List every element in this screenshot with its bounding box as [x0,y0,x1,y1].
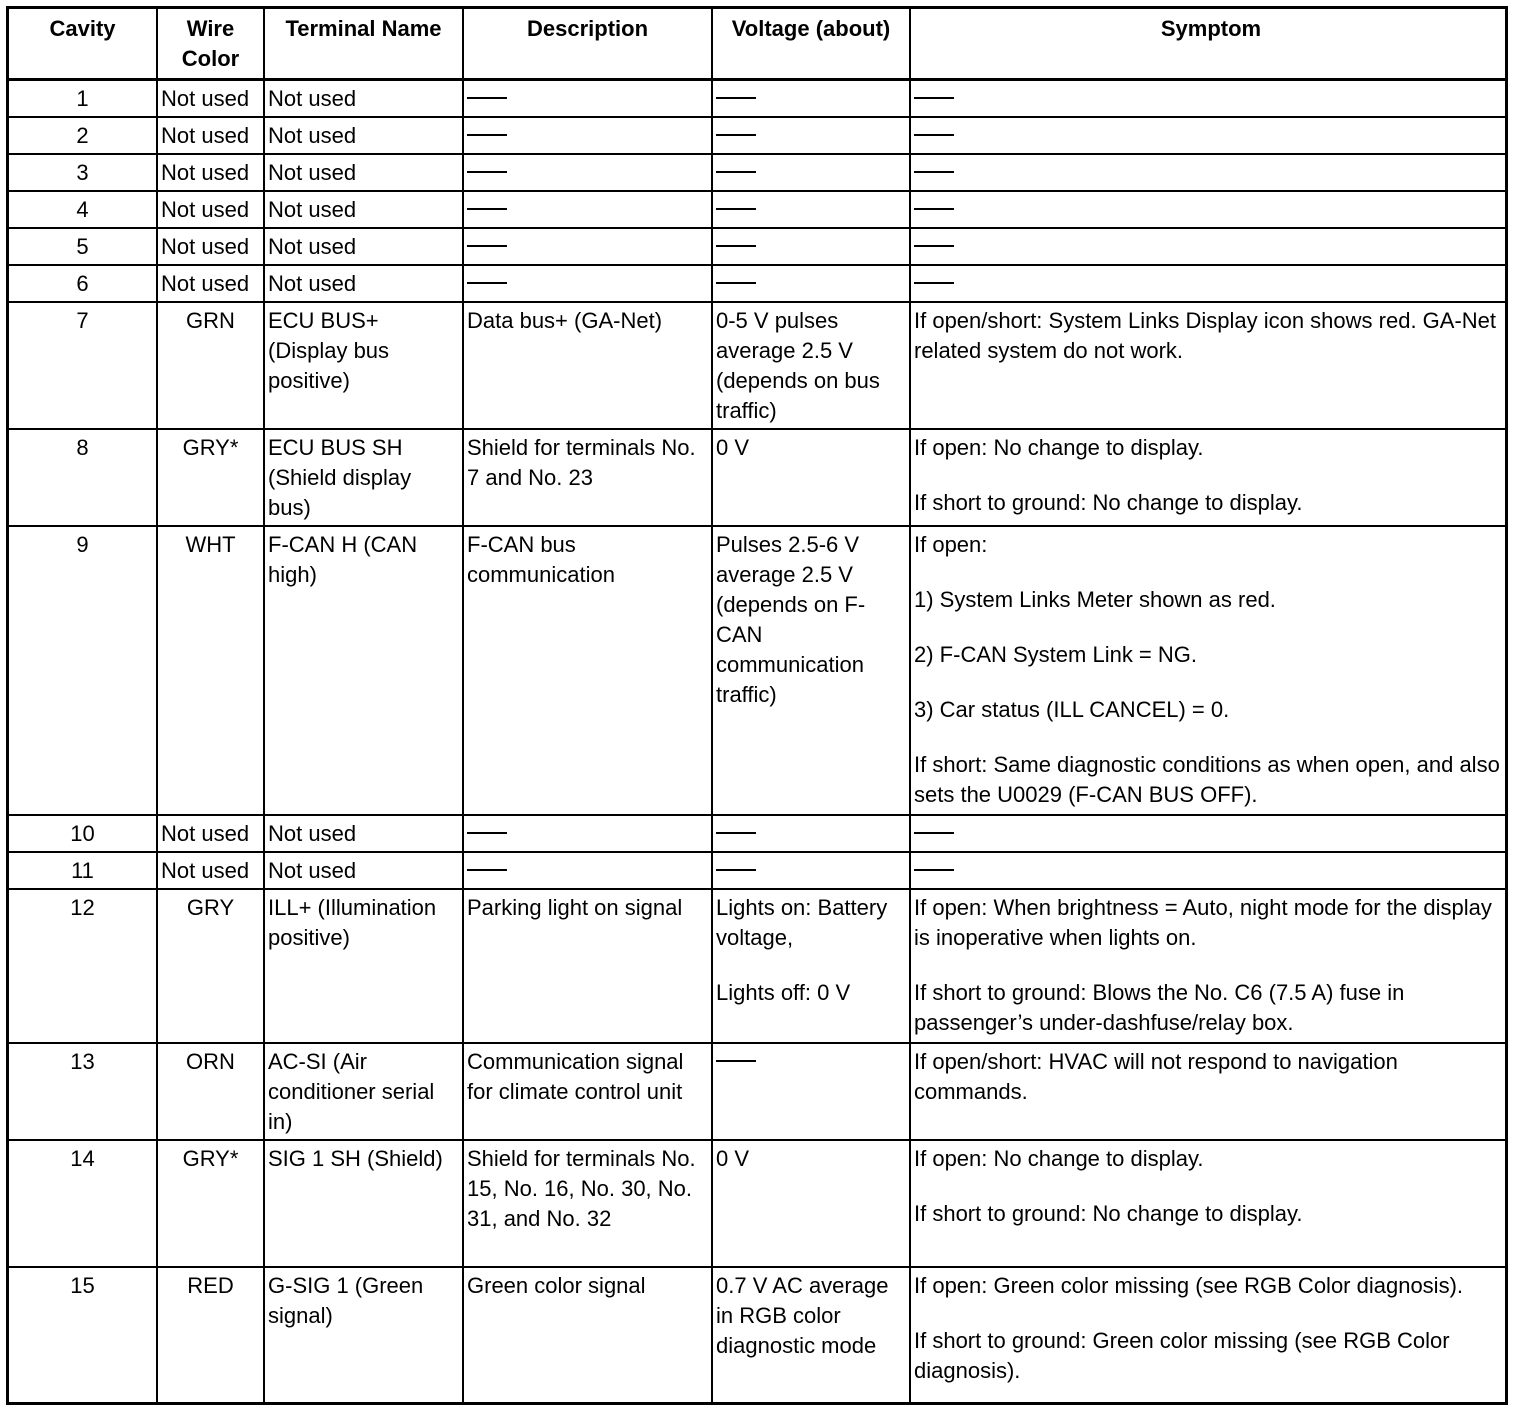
cell-paragraph: If open/short: System Links Display icon shows red. GA-Net related system do not work. [914,307,1497,363]
table-row [9,117,1508,154]
description-cell: F-CAN bus communication [463,526,712,815]
symptom-cell [910,889,1508,1043]
voltage-cell [712,1043,910,1140]
cell-paragraph: If open/short: HVAC will not respond to navigation commands. [914,1048,1398,1104]
wire-color-cell: Not used [157,815,264,852]
description-cell: Parking light on signal [463,889,712,1043]
pinout-table-frame [6,6,1508,1405]
cavity-cell: 15 [9,1267,157,1406]
voltage-cell: Pulses 2.5-6 V average 2.5 V (depends on F-CAN communication traffic) [712,526,910,815]
terminal-name-cell: Not used [264,117,463,154]
symptom-cell [910,526,1508,815]
voltage-cell: 0 V [712,429,910,526]
em-dash-placeholder [716,282,756,284]
symptom-cell [910,80,1508,117]
em-dash-placeholder [467,208,507,210]
header-wire-color-line2: Color [181,46,240,71]
terminal-name-cell: ILL+ (Illumination positive) [264,889,463,1043]
description-cell [463,117,712,154]
em-dash-placeholder [467,97,507,99]
voltage-cell [712,265,910,302]
symptom-cell [910,117,1508,154]
cell-paragraph: If open: When brightness = Auto, night mode for the display is inoperative when lights on. [914,894,1492,950]
cell-paragraph: If open: No change to display. [914,1145,1204,1171]
cell-paragraph: 2) F-CAN System Link = NG. [914,641,1198,667]
wire-color-cell: GRY* [157,429,264,526]
voltage-cell [712,889,910,1043]
voltage-cell [712,815,910,852]
terminal-name-cell: ECU BUS+ (Display bus positive) [264,302,463,429]
wire-color-cell: Not used [157,117,264,154]
table-body [9,80,1508,1406]
table-row [9,1267,1508,1406]
table-row [9,265,1508,302]
symptom-cell [910,154,1508,191]
cell-paragraph: If short to ground: No change to display. [914,489,1303,515]
symptom-cell [910,1267,1508,1406]
description-cell [463,815,712,852]
voltage-cell [712,154,910,191]
em-dash-placeholder [914,208,954,210]
em-dash-placeholder [467,171,507,173]
wire-color-cell: GRY [157,889,264,1043]
cavity-cell: 14 [9,1140,157,1267]
voltage-cell [712,80,910,117]
terminal-name-cell: Not used [264,154,463,191]
terminal-name-cell: F-CAN H (CAN high) [264,526,463,815]
cavity-cell: 12 [9,889,157,1043]
terminal-name-cell: Not used [264,191,463,228]
cavity-cell: 4 [9,191,157,228]
symptom-cell [910,852,1508,889]
header-row [9,9,1508,80]
em-dash-placeholder [914,869,954,871]
cell-paragraph: If open: No change to display. [914,434,1204,460]
cavity-cell: 7 [9,302,157,429]
em-dash-placeholder [716,869,756,871]
em-dash-placeholder [914,832,954,834]
cavity-cell: 8 [9,429,157,526]
symptom-cell [910,1043,1508,1140]
cavity-cell: 9 [9,526,157,815]
description-cell [463,852,712,889]
symptom-cell [910,815,1508,852]
em-dash-placeholder [716,171,756,173]
em-dash-placeholder [467,832,507,834]
em-dash-placeholder [914,134,954,136]
table-row [9,889,1508,1043]
em-dash-placeholder [716,245,756,247]
table-row [9,815,1508,852]
cell-paragraph: If short to ground: Green color missing (see RGB Color diagnosis). [914,1327,1450,1383]
description-cell [463,154,712,191]
header-terminal-name: Terminal Name [264,9,463,80]
em-dash-placeholder [467,869,507,871]
cell-paragraph: 1) System Links Meter shown as red. [914,586,1276,612]
symptom-cell [910,228,1508,265]
table-row [9,191,1508,228]
cell-paragraph: If short: Same diagnostic conditions as when open, and also sets the U0029 (F-CAN BUS OFF). [914,751,1500,807]
table-row [9,429,1508,526]
cavity-cell: 5 [9,228,157,265]
cell-paragraph: If open: Green color missing (see RGB Color diagnosis). [914,1272,1464,1298]
voltage-cell: 0-5 V pulses average 2.5 V (depends on bus traffic) [712,302,910,429]
cell-paragraph: If open: [914,531,988,557]
cell-paragraph: If short to ground: Blows the No. C6 (7.5 A) fuse in passenger’s under-dashfuse/relay box. [914,979,1405,1035]
description-cell [463,191,712,228]
em-dash-placeholder [716,208,756,210]
voltage-cell [712,852,910,889]
terminal-name-cell: Not used [264,228,463,265]
terminal-name-cell: SIG 1 SH (Shield) [264,1140,463,1267]
em-dash-placeholder [716,832,756,834]
wire-color-cell: Not used [157,154,264,191]
table-row [9,1140,1508,1267]
voltage-cell: 0 V [712,1140,910,1267]
voltage-cell [712,191,910,228]
em-dash-placeholder [716,134,756,136]
symptom-cell [910,302,1508,429]
cell-paragraph: Lights off: 0 V [716,979,851,1005]
terminal-name-cell: Not used [264,852,463,889]
cavity-cell: 11 [9,852,157,889]
wire-color-cell: Not used [157,265,264,302]
symptom-cell [910,1140,1508,1267]
description-cell: Data bus+ (GA-Net) [463,302,712,429]
em-dash-placeholder [716,1060,756,1062]
table-row [9,302,1508,429]
symptom-cell [910,265,1508,302]
table-row [9,1043,1508,1140]
description-cell: Green color signal [463,1267,712,1406]
description-cell [463,265,712,302]
pinout-table [9,9,1508,1405]
description-cell: Communication signal for climate control unit [463,1043,712,1140]
header-description: Description [463,9,712,80]
header-wire-color [157,9,264,80]
cavity-cell: 10 [9,815,157,852]
table-row [9,80,1508,117]
terminal-name-cell: Not used [264,265,463,302]
em-dash-placeholder [914,245,954,247]
header-symptom: Symptom [910,9,1508,80]
wire-color-cell: Not used [157,228,264,265]
wire-color-cell: WHT [157,526,264,815]
wire-color-cell: GRN [157,302,264,429]
em-dash-placeholder [914,282,954,284]
terminal-name-cell: Not used [264,80,463,117]
terminal-name-cell: ECU BUS SH (Shield display bus) [264,429,463,526]
cell-paragraph: Lights on: Battery voltage, [716,894,888,950]
wire-color-cell: RED [157,1267,264,1406]
voltage-cell: 0.7 V AC average in RGB color diagnostic mode [712,1267,910,1406]
em-dash-placeholder [914,97,954,99]
cavity-cell: 6 [9,265,157,302]
header-cavity: Cavity [9,9,157,80]
header-wire-color-line1: Wire [186,16,235,41]
description-cell [463,228,712,265]
table-row [9,852,1508,889]
terminal-name-cell: Not used [264,815,463,852]
description-cell: Shield for terminals No. 15, No. 16, No. 30, No. 31, and No. 32 [463,1140,712,1267]
wire-color-cell: Not used [157,852,264,889]
cell-paragraph: If short to ground: No change to display. [914,1200,1303,1226]
table-row [9,154,1508,191]
cell-paragraph: 3) Car status (ILL CANCEL) = 0. [914,696,1230,722]
voltage-cell [712,117,910,154]
em-dash-placeholder [914,171,954,173]
cavity-cell: 13 [9,1043,157,1140]
description-cell [463,80,712,117]
wire-color-cell: ORN [157,1043,264,1140]
terminal-name-cell: AC-SI (Air conditioner serial in) [264,1043,463,1140]
wire-color-cell: Not used [157,80,264,117]
table-row [9,228,1508,265]
symptom-cell [910,191,1508,228]
terminal-name-cell: G-SIG 1 (Green signal) [264,1267,463,1406]
cavity-cell: 2 [9,117,157,154]
description-cell: Shield for terminals No. 7 and No. 23 [463,429,712,526]
cavity-cell: 1 [9,80,157,117]
symptom-cell [910,429,1508,526]
wire-color-cell: Not used [157,191,264,228]
voltage-cell [712,228,910,265]
em-dash-placeholder [716,97,756,99]
wire-color-cell: GRY* [157,1140,264,1267]
header-voltage: Voltage (about) [712,9,910,80]
em-dash-placeholder [467,134,507,136]
em-dash-placeholder [467,245,507,247]
table-row [9,526,1508,815]
cavity-cell: 3 [9,154,157,191]
em-dash-placeholder [467,282,507,284]
